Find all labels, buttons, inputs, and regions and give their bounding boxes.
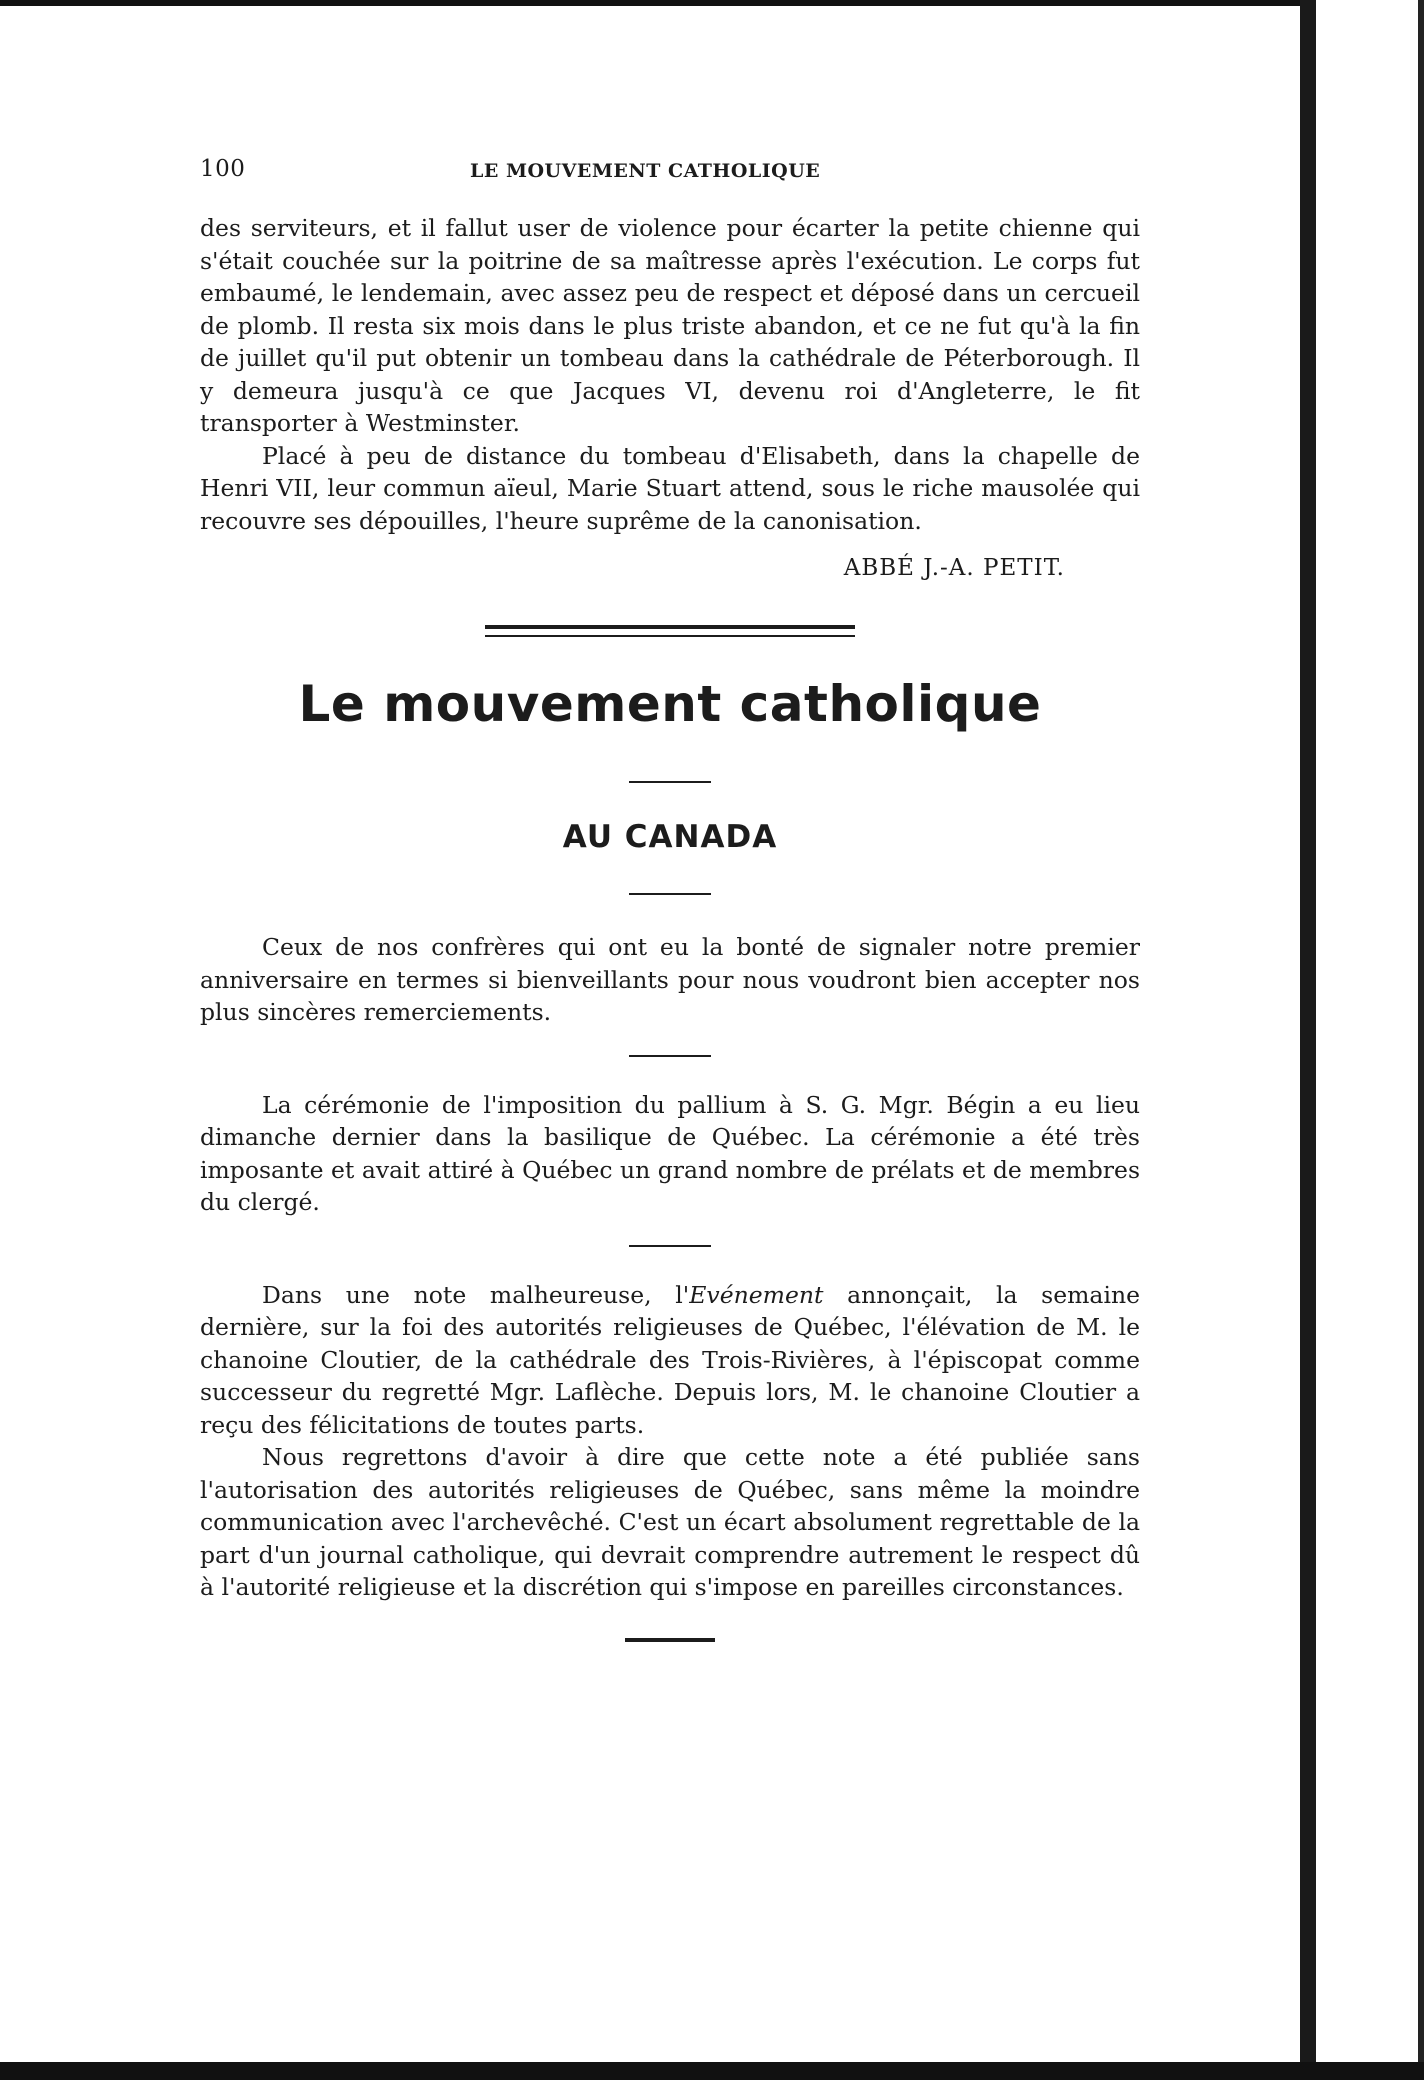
news-item-2: La cérémonie de l'imposition du pallium à S. G. Mgr. Bégin a eu lieu dimanche dernier dans la basilique de Québec. La cérémonie a été très imposante et avait attiré à Québec un grand nombre de prélats et de membres du clergé.: [200, 1090, 1140, 1216]
item-separator-2: [629, 1245, 711, 1247]
title-rule: [629, 781, 711, 783]
newspaper-name: Evénement: [689, 1280, 824, 1309]
page-number: 100: [200, 156, 246, 182]
news-item-3-text-start: Dans une note malheureuse, l': [262, 1280, 690, 1309]
running-title: LE MOUVEMENT CATHOLIQUE: [470, 160, 821, 182]
item-separator-1: [629, 1055, 711, 1057]
scan-edge-right: [1300, 0, 1316, 2080]
prev-article-paragraph-2: Placé à peu de distance du tombeau d'Elisabeth, dans la chapelle de Henri VII, leur commun aïeul, Marie Stuart attend, sous le riche mausolée qui recouvre ses dépouilles, l'heure suprême de la canonisation.: [200, 441, 1140, 535]
running-head: [200, 150, 1140, 190]
scan-edge-bottom: [0, 2062, 1424, 2080]
author-signature: ABBÉ J.-A. PETIT.: [843, 555, 1065, 581]
section-subtitle: AU CANADA: [562, 819, 778, 855]
page-content: [200, 150, 1140, 1642]
end-rule: [625, 1638, 715, 1642]
news-item-4: Nous regrettons d'avoir à dire que cette note a été publiée sans l'autorisation des autorités religieuses de Québec, sans même la moindre communication avec l'archevêché. C'est un écart absolument regrettable de la part d'un journal catholique, qui devrait comprendre autrement le respect dû à l'autorité religieuse et la discrétion qui s'impose en pareilles circonstances.: [200, 1443, 1140, 1601]
news-item-1: Ceux de nos confrères qui ont eu la bonté de signaler notre premier anniversaire en termes si bienveillants pour nous voudront bien accepter nos plus sincères remerciements.: [200, 933, 1140, 1026]
section-divider: [485, 625, 855, 637]
news-item-3: [200, 1279, 1140, 1442]
scan-margin-right: [1316, 0, 1424, 2080]
scan-edge-top: [0, 0, 1424, 6]
scan-edge-far-right: [1418, 0, 1424, 2080]
prev-article-paragraph-1: des serviteurs, et il fallut user de violence pour écarter la petite chienne qui s'était couchée sur la poitrine de sa maîtresse après l'exécution. Le corps fut embaumé, le lendemain, avec assez peu de respect et déposé dans un cercueil de plomb. Il resta six mois dans le plus triste abandon, et ce ne fut qu'à la fin de juillet qu'il put obtenir un tombeau dans la cathédrale de Péterborough. Il y demeura jusqu'à ce que Jacques VI, devenu roi d'Angleterre, le fit transporter à Westminster.: [200, 214, 1140, 437]
section-title: Le mouvement catholique: [298, 675, 1042, 733]
subtitle-rule: [629, 893, 711, 895]
news-item-3-text-end: annonçait, la semaine dernière, sur la foi des autorités religieuses de Québec, l'élévation de M. le chanoine Cloutier, de la cathédrale des Trois-Rivières, à l'épiscopat comme successeur du regretté Mgr. Laflèche. Depuis lors, M. le chanoine Cloutier a reçu des félicitations de toutes parts.: [200, 1280, 1141, 1439]
